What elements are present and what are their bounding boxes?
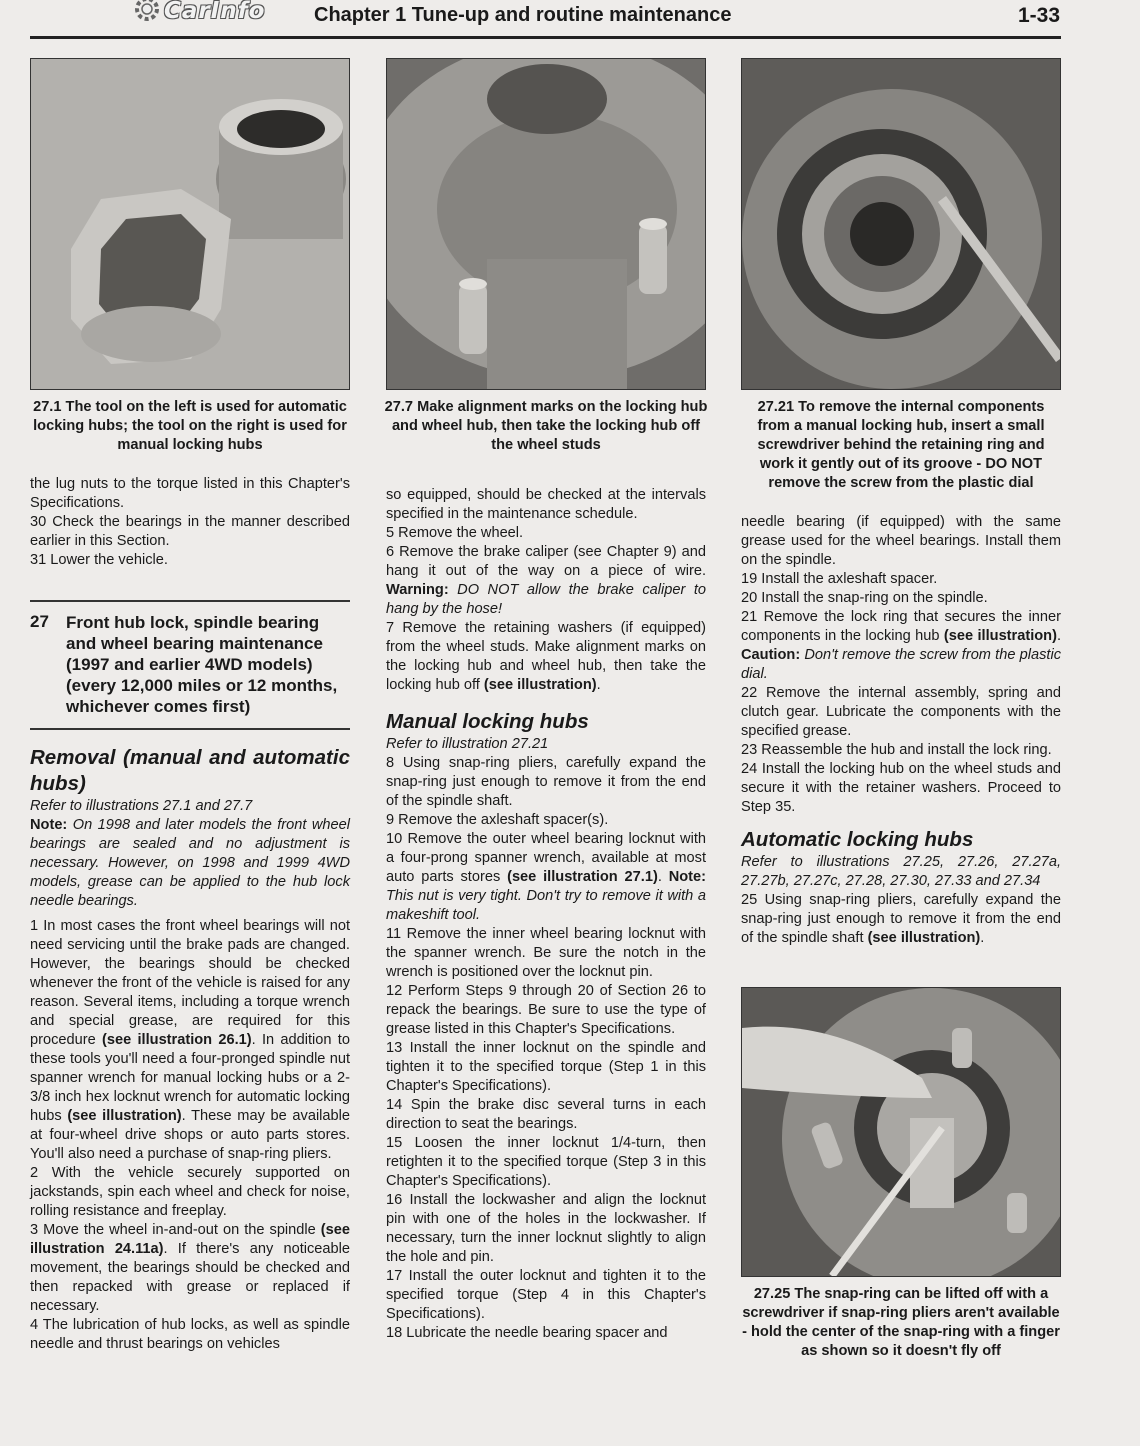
paragraph-21 [741,608,1061,684]
paragraph-8: 8 Using snap-ring pliers, carefully expand the snap-ring just enough to remove it from the end of the spindle shaft. [386,755,706,809]
note-text: This nut is very tight. Don't try to remove it with a makeshift tool. [386,888,706,923]
text: 25 Using snap-ring pliers, carefully expand the snap-ring just enough to remove it from the end of the spindle shaft [741,892,1061,946]
illustration-reference: Refer to illustration 27.21 [386,736,549,752]
paragraph-31: 31 Lower the vehicle. [30,552,168,568]
paragraph-16: 16 Install the lockwasher and align the locknut pin with one of the holes in the lockwasher. If necessary, turn the inner locknut slightly to align the hole and pin. [386,1192,706,1265]
paragraph-2: 2 With the vehicle securely supported on jackstands, spin each wheel and check for noise, rolling resistance and freeplay. [30,1165,350,1219]
photo-27-1 [30,58,350,390]
column-3 [741,513,1061,948]
paragraph-4: 4 The lubrication of hub locks, as well as spindle needle and thrust bearings on vehicles [30,1317,350,1352]
figure-caption: To remove the internal components from a manual locking hub, insert a small screwdriver behind the retaining ring and work it gently out of its groove - DO NOT remove the screw from the plastic dial [757,399,1045,491]
page-number: 1-33 [1017,4,1060,27]
paragraph-1 [30,917,350,1164]
paragraph-5: 5 Remove the wheel. [386,525,524,541]
text: 3 Move the wheel in-and-out on the spindle [30,1222,321,1238]
column-2 [386,486,706,1343]
note-paragraph [30,816,350,911]
caution-label: Caution: [741,647,801,663]
paragraph-18: 18 Lubricate the needle bearing spacer and [386,1325,668,1341]
wheel-hub-illustration [387,59,705,389]
chapter-title: Chapter 1 Tune-up and routine maintenance [314,4,732,26]
text: 10 Remove the outer wheel bearing locknut with a four-prong spanner wrench, available at most auto parts stores [386,831,706,885]
section-heading-box [30,600,350,730]
section-title: Front hub lock, spindle bearing and wheel bearing maintenance (1997 and earlier 4WD models) (every 12,000 miles or 12 months, whichever comes first) [66,613,338,716]
caption-27-1 [30,398,350,455]
illustration-link[interactable]: (see illustration 26.1) [102,1032,252,1048]
warning-text: DO NOT allow the brake caliper to hang by the hose! [386,582,706,617]
figure-number: 27.1 [33,399,62,415]
column-1-top [30,475,350,570]
section-number: 27 [30,612,49,631]
text: . These may be available at four-wheel drive shops or auto parts stores. You'll also need a purchase of snap-ring pliers. [30,1108,351,1162]
column-1-main [30,745,350,1354]
figure-caption: The snap-ring can be lifted off with a screwdriver if snap-ring pliers aren't available - hold the center of the snap-ring with a finger as shown so it doesn't fly off [742,1286,1060,1359]
paragraph-24: 24 Install the locking hub on the wheel studs and secure it with the retainer washers. Proceed to Step 35. [741,761,1061,815]
gear-icon [130,0,164,26]
illustration-reference: Refer to illustrations 27.25, 27.26, 27.27a, 27.27b, 27.27c, 27.28, 27.30, 27.33 and 27.34 [741,854,1061,889]
warning-label: Warning: [386,582,449,598]
text: 7 Remove the retaining washers (if equipped) from the wheel studs. Make alignment marks on the locking hub and wheel hub, then take the locking hub off [386,620,706,693]
paragraph-30: 30 Check the bearings in the manner described earlier in this Section. [30,514,350,549]
header-rule [30,36,1061,39]
photo-27-21 [741,58,1061,390]
paragraph-17: 17 Install the outer locknut and tighten it to the specified torque (Step 4 in this Chapter's Specifications). [386,1268,706,1322]
paragraph-22: 22 Remove the internal assembly, spring and clutch gear. Lubricate the components with the specified grease. [741,685,1061,739]
figure-number: 27.25 [753,1286,791,1302]
subheading-manual-hubs: Manual locking hubs [386,710,589,733]
paragraph-13: 13 Install the inner locknut on the spindle and tighten it to the specified torque (Step 1 in this Chapter's Specifications). [386,1040,706,1094]
illustration-link[interactable]: (see illustration) [943,628,1057,644]
text: . [1056,628,1062,644]
illustration-reference: Refer to illustrations 27.1 and 27.7 [30,798,253,814]
carinfo-logo [130,0,342,26]
text: . [980,930,985,946]
illustration-link[interactable]: (see illustration) [867,930,981,946]
paragraph-15: 15 Loosen the inner locknut 1/4-turn, then retighten it to the specified torque (Step 3 in this Chapter's Specifications). [386,1135,706,1189]
snap-ring-illustration [742,988,1060,1276]
illustration-link[interactable]: (see illustration) [483,677,597,693]
paragraph-19: 19 Install the axleshaft spacer. [741,571,938,587]
illustration-link[interactable]: (see illustration 24.11a) [30,1222,350,1257]
figure-number: 27.7 [384,399,414,415]
text: . [596,677,601,693]
manual-locking-hub-illustration [742,59,1060,389]
text: . If there's any noticeable movement, the bearings should be checked and then repacked with grease or replaced if necessary. [30,1241,350,1314]
logo-text: CarInfo [164,0,266,24]
page-header [30,0,1060,38]
paragraph: the lug nuts to the torque listed in this Chapter's Specifications. [30,476,350,511]
paragraph-9: 9 Remove the axleshaft spacer(s). [386,812,609,828]
photo-27-7 [386,58,706,390]
paragraph-7 [386,619,706,695]
figure-caption: Make alignment marks on the locking hub and wheel hub, then take the locking hub off the wheel studs [391,399,708,453]
note-text: On 1998 and later models the front wheel bearings are sealed and no adjustment is necessary. However, on 1998 and 1999 4WD models, grease can be applied to the hub lock needle bearings. [30,817,350,909]
subheading-automatic-hubs: Automatic locking hubs [741,828,974,851]
paragraph-14: 14 Spin the brake disc several turns in each direction to seat the bearings. [386,1097,706,1132]
caption-27-21 [741,398,1061,493]
paragraph-11: 11 Remove the inner wheel bearing locknut with the spanner wrench. Be sure the notch in the wrench is positioned over the locknut pin. [386,926,706,980]
paragraph-25 [741,891,1061,948]
text: . In addition to these tools you'll need a four-pronged spindle nut spanner wrench for manual locking hubs or a 2-3/8 inch hex locknut wrench for automatic locking hubs [30,1032,350,1124]
illustration-link[interactable]: (see illustration) [67,1108,182,1124]
caution-text: Don't remove the screw from the plastic dial. [741,647,1061,682]
hub-tools-illustration [31,59,349,389]
figure-number: 27.21 [757,399,795,415]
paragraph-3 [30,1221,350,1316]
caption-27-25 [741,1285,1061,1361]
paragraph: so equipped, should be checked at the intervals specified in the maintenance schedule. [386,487,706,522]
paragraph-20: 20 Install the snap-ring on the spindle. [741,590,988,606]
text: . [657,869,669,885]
illustration-link[interactable]: (see illustration 27.1) [507,869,658,885]
note-label: Note: [30,817,68,833]
paragraph: needle bearing (if equipped) with the same grease used for the wheel bearings. Install them on the spindle. [741,514,1061,568]
subheading-removal: Removal (manual and automatic hubs) [30,746,350,795]
text: 1 In most cases the front wheel bearings will not need servicing until the brake pads are changed. However, the bearings should be checked whenever the front of the vehicle is raised for any reason. Several items, including a torque wrench and special grease, are required for this procedure [30,918,350,1048]
text: 6 Remove the brake caliper (see Chapter 9) and hang it out of the way on a piece of wire. [386,544,706,579]
figure-caption: The tool on the left is used for automatic locking hubs; the tool on the right is used for manual locking hubs [33,399,347,453]
paragraph-10 [386,830,706,925]
paragraph-6 [386,543,706,619]
paragraph-12: 12 Perform Steps 9 through 20 of Section 26 to repack the bearings. Be sure to use the type of grease listed in this Chapter's Specifications. [386,983,706,1037]
text: 21 Remove the lock ring that secures the inner components in the locking hub [741,609,1061,644]
caption-27-7 [384,398,708,455]
note-label: Note: [668,869,706,885]
photo-27-25 [741,987,1061,1277]
paragraph-23: 23 Reassemble the hub and install the lock ring. [741,742,1052,758]
